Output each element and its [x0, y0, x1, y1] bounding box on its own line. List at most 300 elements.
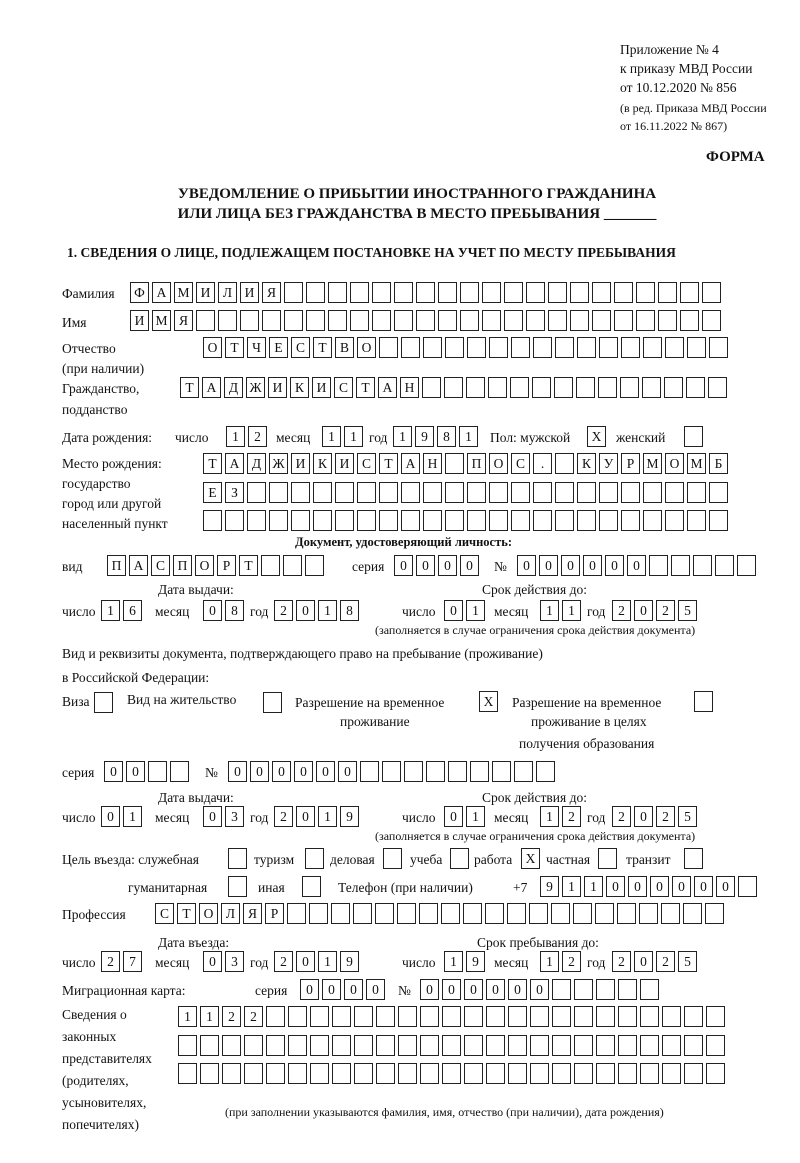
char-box[interactable]: [621, 510, 640, 531]
char-box[interactable]: [574, 1006, 593, 1027]
char-box[interactable]: [687, 337, 706, 358]
char-box[interactable]: 0: [203, 600, 222, 621]
char-box[interactable]: 1: [459, 426, 478, 447]
char-box[interactable]: [305, 555, 324, 576]
char-box[interactable]: [284, 310, 303, 331]
char-box[interactable]: Т: [313, 337, 332, 358]
char-box[interactable]: 2: [612, 806, 631, 827]
char-box[interactable]: [552, 1035, 571, 1056]
char-box[interactable]: [489, 337, 508, 358]
char-box[interactable]: 6: [123, 600, 142, 621]
char-box[interactable]: 9: [340, 951, 359, 972]
issue-day-field[interactable]: [101, 600, 142, 621]
char-box[interactable]: 2: [562, 806, 581, 827]
char-box[interactable]: 9: [540, 876, 559, 897]
name-field[interactable]: [130, 310, 721, 331]
char-box[interactable]: Р: [265, 903, 284, 924]
char-box[interactable]: X: [587, 426, 606, 447]
char-box[interactable]: [530, 1035, 549, 1056]
char-box[interactable]: [684, 1035, 703, 1056]
birth-month-field[interactable]: [322, 426, 363, 447]
sex-male-checkbox[interactable]: [587, 426, 606, 447]
char-box[interactable]: [445, 337, 464, 358]
birthplace-field-2[interactable]: [203, 482, 728, 503]
char-box[interactable]: 9: [340, 806, 359, 827]
char-box[interactable]: 1: [318, 600, 337, 621]
char-box[interactable]: О: [357, 337, 376, 358]
doc-type-field[interactable]: [107, 555, 324, 576]
char-box[interactable]: А: [401, 453, 420, 474]
representatives-field-1[interactable]: [178, 1006, 725, 1027]
char-box[interactable]: [658, 282, 677, 303]
char-box[interactable]: А: [225, 453, 244, 474]
char-box[interactable]: [354, 1006, 373, 1027]
char-box[interactable]: [310, 1063, 329, 1084]
char-box[interactable]: 2: [274, 951, 293, 972]
migration-number-field[interactable]: [420, 979, 659, 1000]
char-box[interactable]: [467, 510, 486, 531]
char-box[interactable]: Т: [239, 555, 258, 576]
char-box[interactable]: [492, 761, 511, 782]
char-box[interactable]: .: [533, 453, 552, 474]
char-box[interactable]: Т: [225, 337, 244, 358]
char-box[interactable]: [687, 482, 706, 503]
char-box[interactable]: [419, 903, 438, 924]
char-box[interactable]: 1: [101, 600, 120, 621]
char-box[interactable]: [448, 761, 467, 782]
char-box[interactable]: [467, 337, 486, 358]
purpose-tourism-checkbox[interactable]: [305, 848, 324, 869]
char-box[interactable]: 8: [340, 600, 359, 621]
char-box[interactable]: [570, 310, 589, 331]
surname-field[interactable]: [130, 282, 721, 303]
char-box[interactable]: [353, 903, 372, 924]
char-box[interactable]: 1: [540, 600, 559, 621]
char-box[interactable]: 0: [628, 876, 647, 897]
char-box[interactable]: [331, 903, 350, 924]
char-box[interactable]: [438, 282, 457, 303]
char-box[interactable]: И: [268, 377, 287, 398]
char-box[interactable]: [247, 510, 266, 531]
char-box[interactable]: [684, 1006, 703, 1027]
char-box[interactable]: [335, 510, 354, 531]
until-day-field[interactable]: [444, 951, 485, 972]
char-box[interactable]: [482, 282, 501, 303]
char-box[interactable]: [533, 482, 552, 503]
char-box[interactable]: А: [152, 282, 171, 303]
char-box[interactable]: 0: [322, 979, 341, 1000]
char-box[interactable]: [489, 510, 508, 531]
char-box[interactable]: [664, 377, 683, 398]
char-box[interactable]: 2: [274, 806, 293, 827]
char-box[interactable]: И: [335, 453, 354, 474]
char-box[interactable]: [332, 1063, 351, 1084]
char-box[interactable]: О: [489, 453, 508, 474]
char-box[interactable]: [489, 482, 508, 503]
char-box[interactable]: [683, 903, 702, 924]
char-box[interactable]: 0: [517, 555, 536, 576]
char-box[interactable]: 0: [203, 951, 222, 972]
char-box[interactable]: [508, 1006, 527, 1027]
purpose-study-checkbox[interactable]: [450, 848, 469, 869]
char-box[interactable]: 3: [225, 806, 244, 827]
char-box[interactable]: [420, 1063, 439, 1084]
char-box[interactable]: 2: [612, 951, 631, 972]
char-box[interactable]: 0: [627, 555, 646, 576]
char-box[interactable]: [422, 377, 441, 398]
char-box[interactable]: С: [155, 903, 174, 924]
char-box[interactable]: [533, 510, 552, 531]
stay-number-field[interactable]: [228, 761, 555, 782]
char-box[interactable]: [335, 482, 354, 503]
char-box[interactable]: [526, 282, 545, 303]
char-box[interactable]: 0: [694, 876, 713, 897]
char-box[interactable]: 0: [296, 600, 315, 621]
char-box[interactable]: [548, 310, 567, 331]
char-box[interactable]: [170, 761, 189, 782]
char-box[interactable]: [621, 482, 640, 503]
char-box[interactable]: [376, 1035, 395, 1056]
char-box[interactable]: [269, 482, 288, 503]
char-box[interactable]: 0: [316, 761, 335, 782]
char-box[interactable]: Н: [400, 377, 419, 398]
char-box[interactable]: [328, 310, 347, 331]
char-box[interactable]: [577, 482, 596, 503]
char-box[interactable]: 0: [294, 761, 313, 782]
char-box[interactable]: [178, 1063, 197, 1084]
stay-valid-day-field[interactable]: [444, 806, 485, 827]
visa-checkbox[interactable]: [94, 692, 113, 713]
char-box[interactable]: 0: [250, 761, 269, 782]
char-box[interactable]: 0: [344, 979, 363, 1000]
char-box[interactable]: [266, 1063, 285, 1084]
char-box[interactable]: 1: [562, 600, 581, 621]
char-box[interactable]: С: [151, 555, 170, 576]
char-box[interactable]: [426, 761, 445, 782]
char-box[interactable]: [445, 510, 464, 531]
char-box[interactable]: [702, 310, 721, 331]
char-box[interactable]: [643, 482, 662, 503]
char-box[interactable]: Р: [217, 555, 236, 576]
char-box[interactable]: Т: [203, 453, 222, 474]
char-box[interactable]: [507, 903, 526, 924]
char-box[interactable]: [596, 1063, 615, 1084]
char-box[interactable]: М: [174, 282, 193, 303]
char-box[interactable]: [662, 1006, 681, 1027]
char-box[interactable]: [350, 282, 369, 303]
char-box[interactable]: [357, 482, 376, 503]
edu-residence-checkbox[interactable]: [694, 691, 713, 712]
char-box[interactable]: [709, 510, 728, 531]
issue-year-field[interactable]: [274, 600, 359, 621]
char-box[interactable]: [288, 1006, 307, 1027]
char-box[interactable]: Д: [247, 453, 266, 474]
char-box[interactable]: 0: [228, 761, 247, 782]
stay-valid-year-field[interactable]: [612, 806, 697, 827]
char-box[interactable]: [222, 1063, 241, 1084]
birth-year-field[interactable]: [393, 426, 478, 447]
char-box[interactable]: [218, 310, 237, 331]
char-box[interactable]: 8: [437, 426, 456, 447]
char-box[interactable]: З: [225, 482, 244, 503]
char-box[interactable]: 0: [438, 555, 457, 576]
char-box[interactable]: [376, 1063, 395, 1084]
char-box[interactable]: [228, 876, 247, 897]
char-box[interactable]: [684, 848, 703, 869]
char-box[interactable]: 0: [672, 876, 691, 897]
char-box[interactable]: Т: [180, 377, 199, 398]
sex-female-checkbox[interactable]: [684, 426, 703, 447]
char-box[interactable]: [694, 691, 713, 712]
char-box[interactable]: 1: [322, 426, 341, 447]
birthplace-field-3[interactable]: [203, 510, 728, 531]
char-box[interactable]: [620, 377, 639, 398]
char-box[interactable]: [526, 310, 545, 331]
char-box[interactable]: М: [687, 453, 706, 474]
char-box[interactable]: [460, 282, 479, 303]
char-box[interactable]: [375, 903, 394, 924]
char-box[interactable]: П: [173, 555, 192, 576]
char-box[interactable]: [577, 510, 596, 531]
char-box[interactable]: 0: [606, 876, 625, 897]
purpose-private-checkbox[interactable]: [598, 848, 617, 869]
char-box[interactable]: 1: [540, 951, 559, 972]
char-box[interactable]: [598, 848, 617, 869]
char-box[interactable]: [592, 310, 611, 331]
char-box[interactable]: [306, 310, 325, 331]
char-box[interactable]: 7: [123, 951, 142, 972]
char-box[interactable]: [665, 510, 684, 531]
char-box[interactable]: [618, 979, 637, 1000]
char-box[interactable]: [332, 1035, 351, 1056]
char-box[interactable]: [706, 1063, 725, 1084]
char-box[interactable]: [536, 761, 555, 782]
char-box[interactable]: [372, 282, 391, 303]
char-box[interactable]: 0: [296, 806, 315, 827]
char-box[interactable]: У: [599, 453, 618, 474]
char-box[interactable]: [466, 377, 485, 398]
char-box[interactable]: X: [521, 848, 540, 869]
char-box[interactable]: 2: [612, 600, 631, 621]
representatives-field-3[interactable]: [178, 1063, 725, 1084]
char-box[interactable]: [552, 1006, 571, 1027]
stay-valid-month-field[interactable]: [540, 806, 581, 827]
char-box[interactable]: [397, 903, 416, 924]
char-box[interactable]: [618, 1063, 637, 1084]
char-box[interactable]: [302, 876, 321, 897]
char-box[interactable]: 2: [274, 600, 293, 621]
char-box[interactable]: [423, 482, 442, 503]
char-box[interactable]: [705, 903, 724, 924]
char-box[interactable]: 1: [562, 876, 581, 897]
char-box[interactable]: [394, 282, 413, 303]
char-box[interactable]: [464, 1063, 483, 1084]
char-box[interactable]: [504, 310, 523, 331]
char-box[interactable]: О: [195, 555, 214, 576]
char-box[interactable]: [401, 337, 420, 358]
char-box[interactable]: [737, 555, 756, 576]
valid-day-field[interactable]: [444, 600, 485, 621]
char-box[interactable]: [463, 903, 482, 924]
char-box[interactable]: [595, 903, 614, 924]
char-box[interactable]: [618, 1035, 637, 1056]
char-box[interactable]: [533, 337, 552, 358]
char-box[interactable]: А: [378, 377, 397, 398]
char-box[interactable]: Ф: [130, 282, 149, 303]
char-box[interactable]: И: [240, 282, 259, 303]
doc-number-field[interactable]: [517, 555, 756, 576]
char-box[interactable]: [555, 482, 574, 503]
char-box[interactable]: 0: [634, 600, 653, 621]
char-box[interactable]: 2: [244, 1006, 263, 1027]
char-box[interactable]: [661, 903, 680, 924]
char-box[interactable]: [574, 979, 593, 1000]
char-box[interactable]: 0: [444, 600, 463, 621]
char-box[interactable]: [148, 761, 167, 782]
char-box[interactable]: [486, 1035, 505, 1056]
temp-residence-checkbox[interactable]: [479, 691, 498, 712]
char-box[interactable]: [261, 555, 280, 576]
char-box[interactable]: С: [357, 453, 376, 474]
char-box[interactable]: [460, 310, 479, 331]
char-box[interactable]: 0: [539, 555, 558, 576]
char-box[interactable]: [222, 1035, 241, 1056]
char-box[interactable]: [332, 1006, 351, 1027]
stay-issue-day-field[interactable]: [101, 806, 142, 827]
char-box[interactable]: [310, 1035, 329, 1056]
stay-issue-year-field[interactable]: [274, 806, 359, 827]
char-box[interactable]: [470, 761, 489, 782]
char-box[interactable]: [394, 310, 413, 331]
char-box[interactable]: П: [467, 453, 486, 474]
char-box[interactable]: [309, 903, 328, 924]
char-box[interactable]: [263, 692, 282, 713]
char-box[interactable]: [640, 979, 659, 1000]
char-box[interactable]: [702, 282, 721, 303]
char-box[interactable]: [404, 761, 423, 782]
char-box[interactable]: [445, 482, 464, 503]
char-box[interactable]: 1: [318, 806, 337, 827]
char-box[interactable]: [464, 1006, 483, 1027]
char-box[interactable]: И: [196, 282, 215, 303]
char-box[interactable]: [350, 310, 369, 331]
char-box[interactable]: [687, 510, 706, 531]
stay-issue-month-field[interactable]: [203, 806, 244, 827]
char-box[interactable]: [640, 1063, 659, 1084]
char-box[interactable]: Л: [218, 282, 237, 303]
char-box[interactable]: М: [643, 453, 662, 474]
char-box[interactable]: [508, 1063, 527, 1084]
char-box[interactable]: [354, 1063, 373, 1084]
char-box[interactable]: [508, 1035, 527, 1056]
char-box[interactable]: [401, 482, 420, 503]
char-box[interactable]: [552, 979, 571, 1000]
char-box[interactable]: [442, 1035, 461, 1056]
char-box[interactable]: [555, 453, 574, 474]
char-box[interactable]: [686, 377, 705, 398]
residence-permit-checkbox[interactable]: [263, 692, 282, 713]
char-box[interactable]: [576, 377, 595, 398]
char-box[interactable]: 2: [101, 951, 120, 972]
char-box[interactable]: [382, 761, 401, 782]
char-box[interactable]: [504, 282, 523, 303]
char-box[interactable]: [357, 510, 376, 531]
char-box[interactable]: [532, 377, 551, 398]
birth-day-field[interactable]: [226, 426, 267, 447]
char-box[interactable]: [442, 1063, 461, 1084]
char-box[interactable]: 9: [466, 951, 485, 972]
char-box[interactable]: [643, 337, 662, 358]
char-box[interactable]: Я: [243, 903, 262, 924]
char-box[interactable]: [574, 1035, 593, 1056]
char-box[interactable]: 2: [562, 951, 581, 972]
char-box[interactable]: 0: [442, 979, 461, 1000]
char-box[interactable]: [438, 310, 457, 331]
char-box[interactable]: [313, 510, 332, 531]
char-box[interactable]: [709, 337, 728, 358]
char-box[interactable]: Е: [269, 337, 288, 358]
char-box[interactable]: [354, 1035, 373, 1056]
char-box[interactable]: [291, 482, 310, 503]
char-box[interactable]: В: [335, 337, 354, 358]
char-box[interactable]: [283, 555, 302, 576]
char-box[interactable]: [196, 310, 215, 331]
char-box[interactable]: [269, 510, 288, 531]
char-box[interactable]: 1: [226, 426, 245, 447]
char-box[interactable]: [574, 1063, 593, 1084]
char-box[interactable]: [398, 1006, 417, 1027]
char-box[interactable]: [444, 377, 463, 398]
char-box[interactable]: 1: [200, 1006, 219, 1027]
char-box[interactable]: [640, 1006, 659, 1027]
char-box[interactable]: [555, 337, 574, 358]
char-box[interactable]: [548, 282, 567, 303]
char-box[interactable]: [240, 310, 259, 331]
birthplace-field-1[interactable]: [203, 453, 728, 474]
char-box[interactable]: [383, 848, 402, 869]
char-box[interactable]: [577, 337, 596, 358]
char-box[interactable]: Ж: [246, 377, 265, 398]
char-box[interactable]: 5: [678, 806, 697, 827]
char-box[interactable]: [423, 337, 442, 358]
char-box[interactable]: 5: [678, 951, 697, 972]
char-box[interactable]: 8: [225, 600, 244, 621]
until-year-field[interactable]: [612, 951, 697, 972]
char-box[interactable]: [665, 337, 684, 358]
char-box[interactable]: 0: [716, 876, 735, 897]
char-box[interactable]: 9: [415, 426, 434, 447]
char-box[interactable]: [379, 510, 398, 531]
char-box[interactable]: [617, 903, 636, 924]
entry-month-field[interactable]: [203, 951, 244, 972]
char-box[interactable]: [376, 1006, 395, 1027]
char-box[interactable]: [599, 482, 618, 503]
char-box[interactable]: Б: [709, 453, 728, 474]
char-box[interactable]: 0: [464, 979, 483, 1000]
char-box[interactable]: И: [312, 377, 331, 398]
char-box[interactable]: Я: [262, 282, 281, 303]
char-box[interactable]: 0: [203, 806, 222, 827]
char-box[interactable]: [372, 310, 391, 331]
char-box[interactable]: М: [152, 310, 171, 331]
char-box[interactable]: [310, 1006, 329, 1027]
char-box[interactable]: К: [313, 453, 332, 474]
char-box[interactable]: Е: [203, 482, 222, 503]
char-box[interactable]: Т: [379, 453, 398, 474]
char-box[interactable]: [693, 555, 712, 576]
char-box[interactable]: [551, 903, 570, 924]
char-box[interactable]: И: [291, 453, 310, 474]
